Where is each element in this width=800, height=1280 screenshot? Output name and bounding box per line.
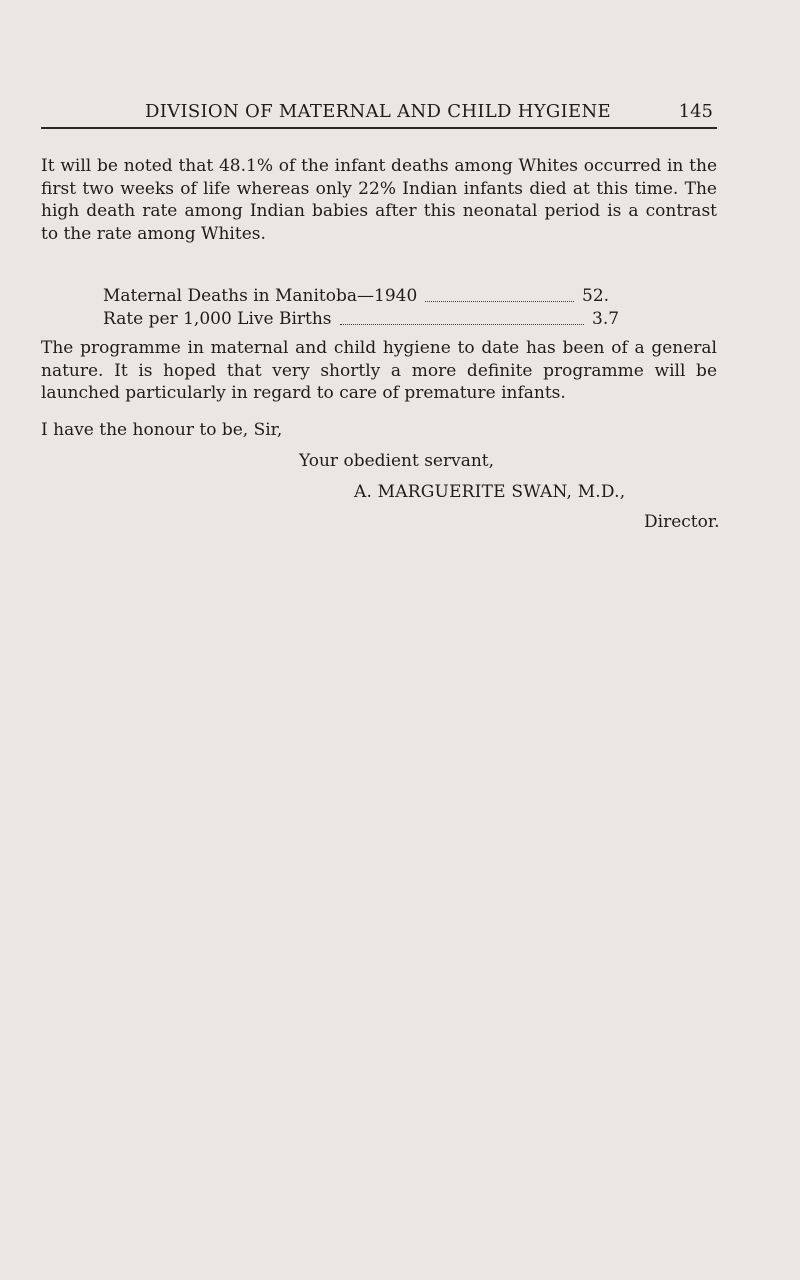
page-number: 145 xyxy=(678,101,713,122)
salutation: I have the honour to be, Sir, xyxy=(41,420,283,440)
stat-value: 3.7 xyxy=(592,309,620,329)
stat-value: 52. xyxy=(582,286,610,306)
page-header xyxy=(41,101,717,129)
header-rule xyxy=(41,127,717,129)
running-head-title: DIVISION OF MATERNAL AND CHILD HYGIENE xyxy=(145,101,611,122)
closing: Your obedient servant, xyxy=(299,451,495,471)
stat-label: Rate per 1,000 Live Births xyxy=(103,309,332,329)
signature-name: A. MARGUERITE SWAN, M.D., xyxy=(354,482,626,502)
stat-row-rate-per-1000 xyxy=(103,309,627,333)
stat-row-maternal-deaths xyxy=(103,286,627,310)
paragraph-infant-deaths: It will be noted that 48.1% of the infant deaths among Whites occurred in the first two weeks of life whereas only 22% Indian infants died at this time. The high death rate among Indian babies after this neonatal period is a contrast to the rate among Whites. xyxy=(41,156,717,244)
dot-leader xyxy=(340,324,584,325)
dot-leader xyxy=(425,301,574,302)
paragraph-programme: The programme in maternal and child hygiene to date has been of a general nature. It is hoped that very shortly a more definite programme will be launched particularly in regard to care of premature infants. xyxy=(41,338,717,403)
stat-label: Maternal Deaths in Manitoba—1940 xyxy=(103,286,418,306)
signature-title: Director. xyxy=(644,512,720,532)
